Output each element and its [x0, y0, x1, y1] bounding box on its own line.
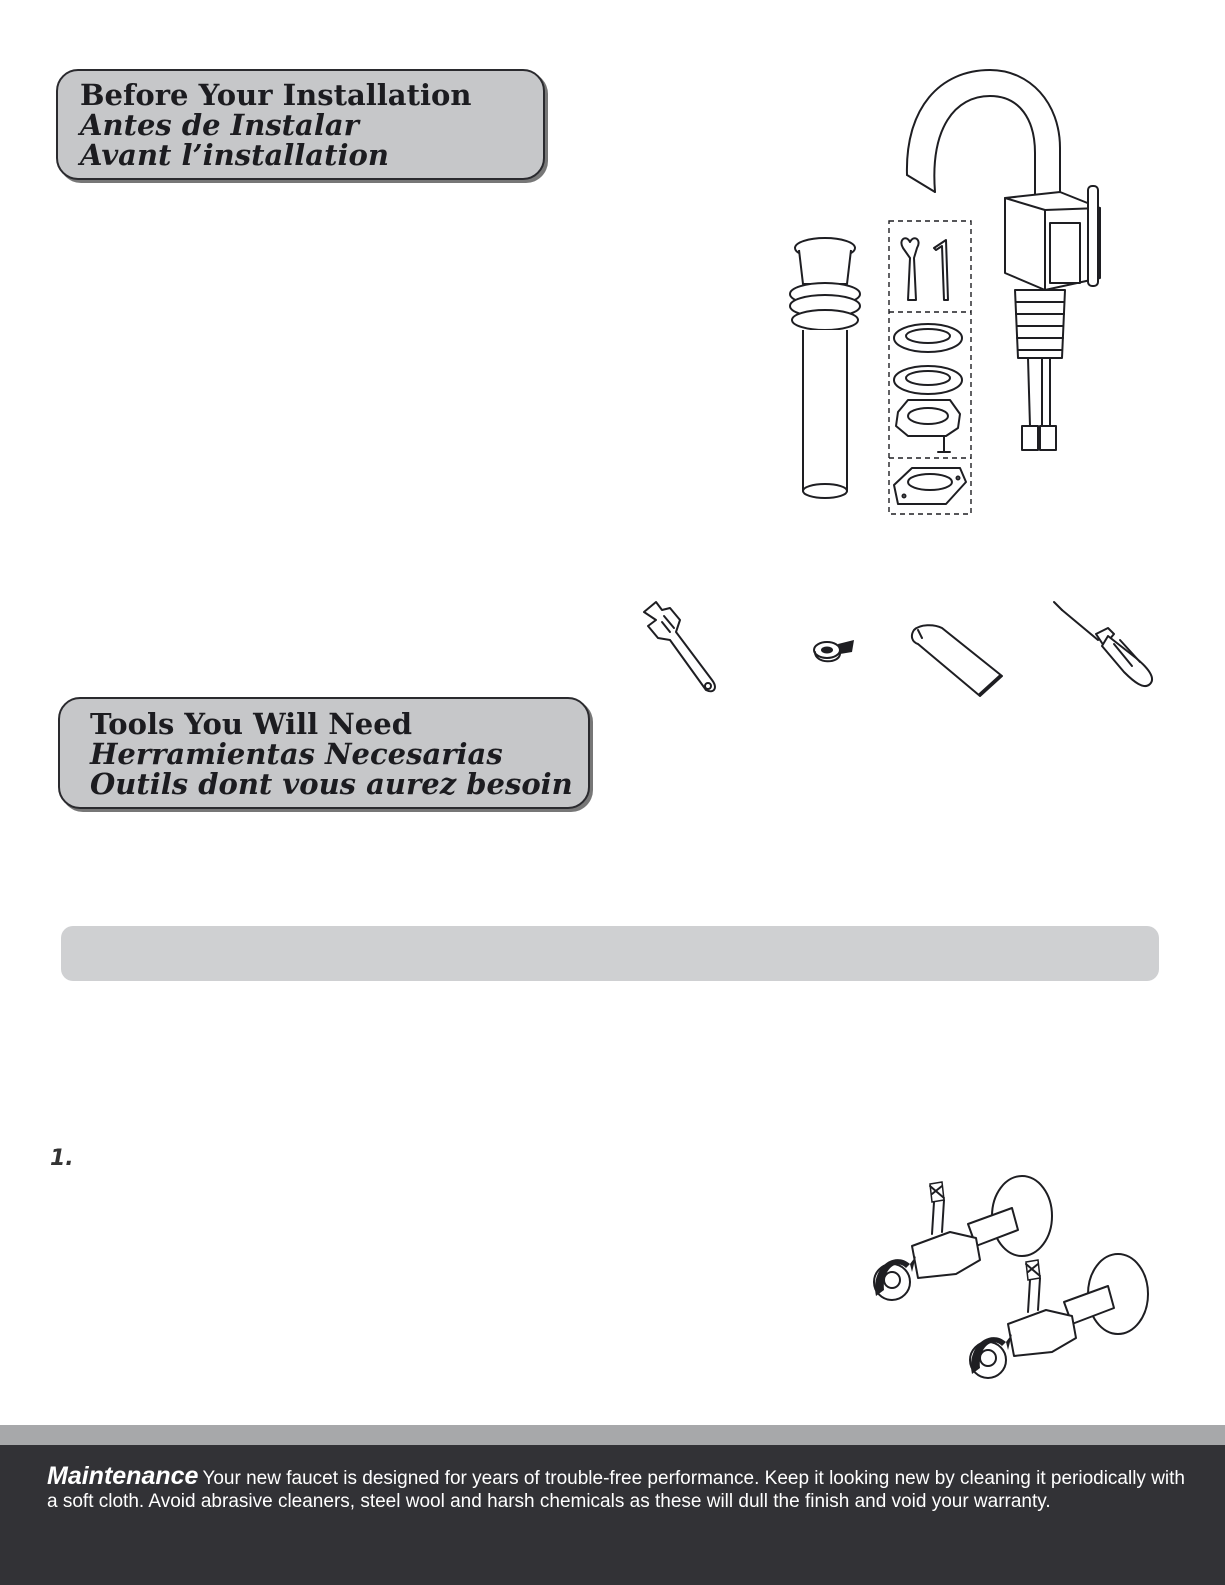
before-installation-header	[56, 69, 545, 180]
mounting-bracket-icon	[896, 400, 960, 452]
maintenance-paragraph	[47, 1462, 1197, 1513]
before-title-en: Before Your Installation	[80, 78, 472, 112]
sealant-tube-icon	[908, 624, 1004, 700]
base-plate-icon	[894, 468, 966, 504]
tools-title-es: Herramientas Necesarias	[90, 737, 503, 771]
screwdriver-icon	[1052, 600, 1162, 690]
tools-title-en: Tools You Will Need	[90, 707, 412, 741]
footer-divider	[0, 1425, 1225, 1445]
tools-needed-header	[58, 697, 590, 809]
before-title-fr: Avant l’installation	[80, 138, 389, 172]
hex-key-icon	[934, 240, 948, 300]
before-title-es: Antes de Instalar	[80, 108, 359, 142]
maintenance-footer	[0, 1445, 1225, 1585]
step-number: 1.	[50, 1146, 74, 1171]
gasket-icon	[894, 324, 962, 394]
parts-kit-icon	[888, 220, 973, 515]
adjustable-wrench-icon	[640, 598, 730, 698]
spanner-tool-icon	[901, 238, 918, 300]
drain-assembly-icon	[785, 236, 865, 501]
notice-bar	[61, 926, 1159, 981]
plumbers-tape-icon	[812, 636, 857, 668]
tools-title-fr: Outils dont vous aurez besoin	[90, 767, 573, 801]
maintenance-title: Maintenance	[47, 1462, 199, 1490]
maintenance-text: Your new faucet is designed for years of trouble-free performance. Keep it looking new by cleaning it periodically with a soft cloth. Avoid abrasive cleaners, steel wool and harsh chemicals as these will dull the finish and void your warranty.	[47, 1468, 1186, 1512]
shutoff-valve-icon	[872, 1172, 1162, 1392]
